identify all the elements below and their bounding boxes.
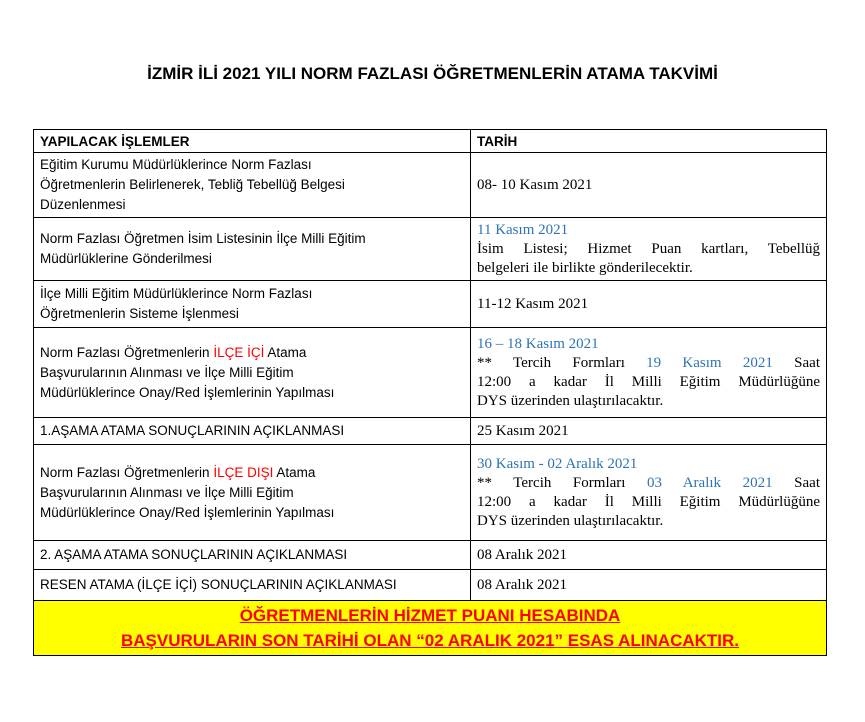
- date-cell: [471, 328, 827, 418]
- scope-label: İLÇE DIŞI: [213, 464, 274, 480]
- date-text: 16 – 18 Kasım 2021: [477, 335, 599, 352]
- table-row: [34, 541, 827, 570]
- header-operations: YAPILACAK İŞLEMLER: [34, 130, 471, 153]
- table-row: [34, 418, 827, 445]
- date-cell: 08- 10 Kasım 2021: [471, 153, 827, 218]
- operation-cell: Norm Fazlası Öğretmen İsim Listesinin İlçe Milli Eğitim Müdürlüklerine Gönderilmesi: [34, 218, 471, 281]
- table-row: [34, 281, 827, 328]
- operation-cell: RESEN ATAMA (İLÇE İÇİ) SONUÇLARININ AÇIKLANMASI: [34, 570, 471, 601]
- operation-cell: Eğitim Kurumu Müdürlüklerince Norm Fazlası Öğretmenlerin Belirlenerek, Tebliğ Tebellüğ Belgesi Düzenlenmesi: [34, 153, 471, 218]
- notice-banner: ÖĞRETMENLERİN HİZMET PUANI HESABINDA BAŞVURULARIN SON TARİHİ OLAN “02 ARALIK 2021” ESAS ALINACAKTIR.: [34, 601, 827, 656]
- table-header-row: [34, 130, 827, 153]
- table-row: [34, 153, 827, 218]
- date-cell: 11-12 Kasım 2021: [471, 281, 827, 328]
- operation-cell: Norm Fazlası Öğretmenlerin İLÇE DIŞI Atama Başvurularının Alınması ve İlçe Milli Eğitim Müdürlüklerince Onay/Red İşlemlerinin Yapılması: [34, 445, 471, 541]
- note-text: ** Tercih Formları 19 Kasım 2021 Saat: [477, 354, 820, 371]
- note-text: ** Tercih Formları 03 Aralık 2021 Saat: [477, 474, 820, 491]
- schedule-table: [33, 129, 827, 656]
- table-row: [34, 445, 827, 541]
- note-text: DYS üzerinden ulaştırılacaktır.: [477, 392, 664, 409]
- date-cell: 25 Kasım 2021: [471, 418, 827, 445]
- date-cell: 08 Aralık 2021: [471, 541, 827, 570]
- note-text: İsim Listesi; Hizmet Puan kartları, Tebellüğ: [477, 240, 820, 257]
- notice-row: [34, 601, 827, 656]
- table-row: [34, 570, 827, 601]
- date-text: 11 Kasım 2021: [477, 221, 569, 238]
- header-date: TARİH: [471, 130, 827, 153]
- date-text: 30 Kasım - 02 Aralık 2021: [477, 455, 638, 472]
- scope-label: İLÇE İÇİ: [213, 344, 265, 360]
- note-text: 12:00 a kadar İl Milli Eğitim Müdürlüğüne: [477, 493, 820, 510]
- date-cell: [471, 218, 827, 281]
- operation-cell: Norm Fazlası Öğretmenlerin İLÇE İÇİ Atama Başvurularının Alınması ve İlçe Milli Eğitim Müdürlüklerince Onay/Red İşlemlerinin Yapılması: [34, 328, 471, 418]
- note-text: 12:00 a kadar İl Milli Eğitim Müdürlüğüne: [477, 373, 820, 390]
- page-title: İZMİR İLİ 2021 YILI NORM FAZLASI ÖĞRETMENLERİN ATAMA TAKVİMİ: [147, 64, 718, 83]
- operation-cell: 2. AŞAMA ATAMA SONUÇLARININ AÇIKLANMASI: [34, 541, 471, 570]
- operation-cell: 1.AŞAMA ATAMA SONUÇLARININ AÇIKLANMASI: [34, 418, 471, 445]
- note-text: belgeleri ile birlikte gönderilecektir.: [477, 259, 693, 276]
- table-row: [34, 328, 827, 418]
- date-cell: 08 Aralık 2021: [471, 570, 827, 601]
- operation-cell: İlçe Milli Eğitim Müdürlüklerince Norm Fazlası Öğretmenlerin Sisteme İşlenmesi: [34, 281, 471, 328]
- date-cell: [471, 445, 827, 541]
- table-row: [34, 218, 827, 281]
- note-text: DYS üzerinden ulaştırılacaktır.: [477, 512, 664, 529]
